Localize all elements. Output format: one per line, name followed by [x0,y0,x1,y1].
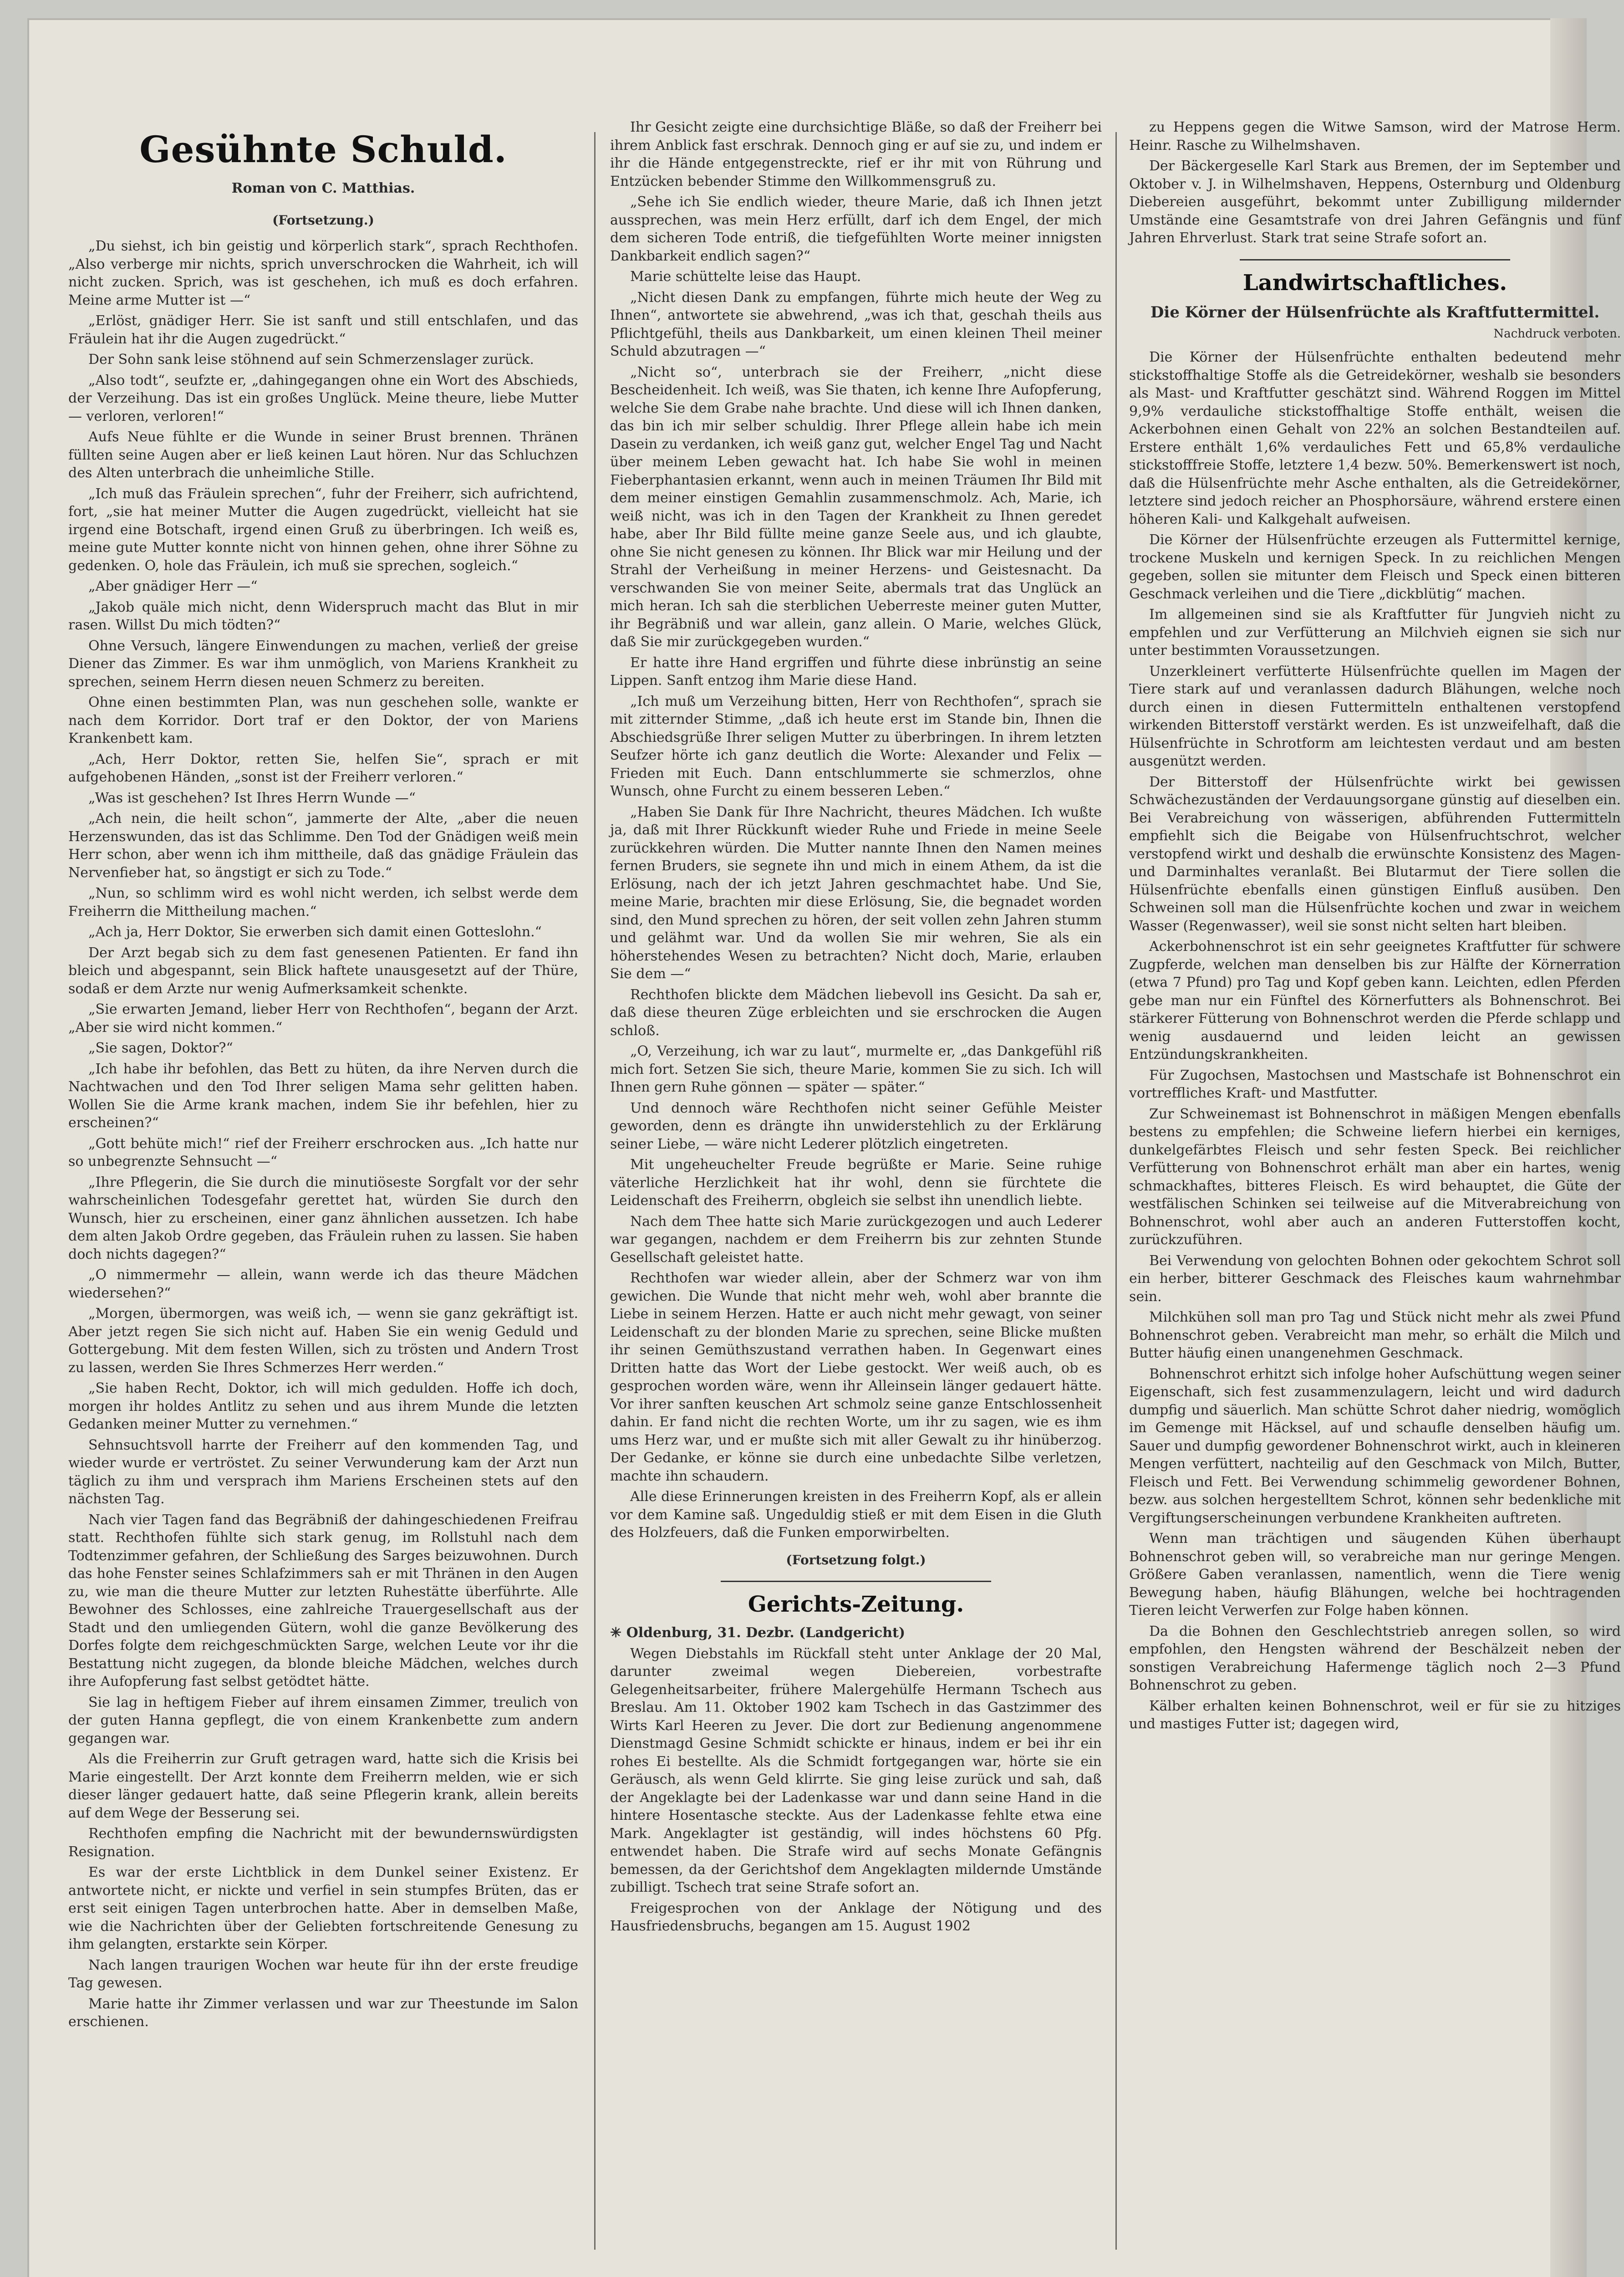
novel-byline: Roman von C. Matthias. [231,180,415,196]
paragraph: „Ach nein, die heilt schon“, jammerte der Alte, „aber die neuen Herzenswunden, das ist das Schlimme. Den Tod der Gnädigen weiß mein Herr schon, aber wenn ich ihm mittheile, daß das gnädige Fräulein das Nervenfieber hat, so ängstigt er sich zu Tode.“ [68,811,578,881]
paragraph: Ihr Gesicht zeigte eine durchsichtige Bläße, so daß der Freiherr bei ihrem Anblick fast erschrak. Dennoch ging er auf sie zu, und indem er ihr die Hände entgegenstreckte, rief er ihr mit von Rührung und Entzücken bebender Stimme den Willkommensgruß zu. [610,119,1102,189]
court-paragraph: Der Bäckergeselle Karl Stark aus Bremen, der im September und Oktober v. J. in Wilhelmshaven, Heppens, Osternburg und Oldenburg Diebereien ausgeführt, bekommt unter Zubilligung mildernder Umstände eine Gesamtstrafe von drei Jahren Gefängnis und fünf Jahren Ehrverlust. Stark trat seine Strafe sofort an. [1129,158,1621,246]
paragraph: „Aber gnädiger Herr —“ [88,578,258,594]
paragraph: „Nun, so schlimm wird es wohl nicht werden, ich selbst werde dem Freiherrn die Mittheilung machen.“ [68,885,578,919]
paragraph: Der Arzt begab sich zu dem fast genesenen Patienten. Er fand ihn bleich und abgespannt, sein Blick haftete unausgesetzt auf der Thüre, sodaß er dem Arzte nur wenig Aufmerksamkeit schenkte. [68,944,578,997]
paragraph: Es war der erste Lichtblick in dem Dunkel seiner Existenz. Er antwortete nicht, er nickte und verfiel in sein stumpfes Brüten, das er erst seit einigen Tagen unterbrochen hatte. Aber in demselben Maße, wie die Nachrichten über der Geliebten fortschreitende Genesung zu ihm gelangten, erstarkte sein Körper. [68,1864,578,1952]
paragraph: Und dennoch wäre Rechthofen nicht seiner Gefühle Meister geworden, denn es drängte ihn unwiderstehlich zu der Erklärung seiner Liebe, — wäre nicht Lederer plötzlich eingetreten. [610,1100,1102,1152]
paragraph: „Also todt“, seufzte er, „dahingegangen ohne ein Wort des Abschieds, der Verzeihung. Das ist ein großes Unglück. Meine theure, liebe Mutter — verloren, verloren!“ [68,372,578,424]
paragraph: „Haben Sie Dank für Ihre Nachricht, theures Mädchen. Ich wußte ja, daß mit Ihrer Rückkunft wieder Ruhe und Friede in meine Seele zurückkehren würden. Die Mutter nannte Ihnen den Namen meines fernen Bruders, sie segnete ihn und mich in einem Athem, da ist die Erlösung, nach der ich jetzt Jahren geschmachtet habe. Und Sie, meine Marie, brachten mir diese Erlösung, Sie, die begnadet worden sind, den Mund sprechen zu hören, der seit vollen zehn Jahren stumm und gelähmt war. Und da wollen Sie mir wehren, Sie als ein höherstehendes Wesen zu betrachten? Nicht doch, Marie, erlauben Sie dem —“ [610,804,1102,982]
agri-text [1129,348,1621,1733]
paragraph: Nach dem Thee hatte sich Marie zurückgezogen und auch Lederer war gegangen, nachdem er dem Freiherrn bis zur zehnten Stunde Gesellschaft geleistet hatte. [610,1213,1102,1266]
paragraph: Rechthofen empfing die Nachricht mit der bewundernswürdigsten Resignation. [68,1826,578,1860]
agri-paragraph: Im allgemeinen sind sie als Kraftfutter für Jungvieh nicht zu empfehlen und zur Verfütterung an Milchvieh eignen sie sich nur unter bestimmten Voraussetzungen. [1129,607,1621,659]
paragraph: „Ich muß das Fräulein sprechen“, fuhr der Freiherr, sich aufrichtend, fort, „sie hat meiner Mutter die Augen zugedrückt, vielleicht hat sie irgend eine Botschaft, irgend einen Gruß zu überbringen. Ich weiß es, meine gute Mutter konnte nicht von hinnen gehen, ohne ihrer Söhne zu gedenken. O, hole das Fräulein, ich muß sie sprechen, sogleich.“ [68,485,578,574]
court-paragraph: Wegen Diebstahls im Rückfall steht unter Anklage der 20 Mal, darunter zweimal wegen Diebereien, vorbestrafte Gelegenheitsarbeiter, frühere Malergehülfe Hermann Tschech aus Breslau. Am 11. Oktober 1902 kam Tschech in das Gastzimmer des Wirts Karl Heeren zu Jever. Die dort zur Bedienung angenommene Dienstmagd Gesine Schmidt schickte er hinaus, indem er bei ihr ein rohes Ei bestellte. Als die Schmidt fortgegangen war, hörte sie ein Geräusch, als wenn Geld klirrte. Sie ging leise zurück und sah, daß der Angeklagte bei der Ladenkasse war und dann seine Hand in die hintere Hosentasche steckte. Aus der Ladenkasse fehlte etwa eine Mark. Angeklagter ist geständig, will indes höchstens 60 Pfg. entwendet haben. Die Strafe wird auf sechs Monate Gefängnis bemessen, da der Gerichtshof dem Angeklagten mildernde Umstände zubilligt. Tschech trat seine Strafe sofort an. [610,1645,1102,1895]
paragraph: „Sie erwarten Jemand, lieber Herr von Rechthofen“, begann der Arzt. „Aber sie wird nicht kommen.“ [68,1001,578,1036]
paragraph: Er hatte ihre Hand ergriffen und führte diese inbrünstig an seine Lippen. Sanft entzog ihm Marie diese Hand. [610,654,1102,689]
paragraph: „Du siehst, ich bin geistig und körperlich stark“, sprach Rechthofen. „Also verberge mir nichts, sprich unverschrocken die Wahrheit, ich will nicht zucken. Sprich, was ist geschehen, ich muß es doch erfahren. Meine arme Mutter ist —“ [68,238,578,308]
agri-paragraph: Kälber erhalten keinen Bohnenschrot, weil er für sie zu hitziges und mastiges Futter ist; dagegen wird, [1129,1698,1621,1732]
agri-paragraph: Zur Schweinemast ist Bohnenschrot in mäßigen Mengen ebenfalls bestens zu empfehlen; die Schweine liefern hierbei ein kerniges, dunkelgefärbtes Fleisch und sehr festen Speck. Bei reichlicher Verfütterung von Bohnenschrot erhält man aber ein hartes, wenig schmackhaftes, bitteres Fleisch. Es wird behauptet, die Güte der westfälischen Schinken sei teilweise auf die Mitverabreichung von Bohnenschrot, wohl aber auch an anderen Futterstoffen kocht, zurückzuführen. [1129,1106,1621,1248]
column-rule-2 [1115,132,1117,2250]
agri-paragraph: Die Körner der Hülsenfrüchte enthalten bedeutend mehr stickstoffhaltige Stoffe als die Getreidekörner, weshalb sie besonders als Mast- und Kraftfutter geschätzt sind. Während Roggen im Mittel 9,9% verdauliche stickstoffhaltige Stoffe enthält, weisen die Ackerbohnen einen Gehalt von 22% an solchen Bestandteilen auf. Erstere enthält 1,6% verdauliches Fett und 65,8% verdauliche stickstofffreie Stoffe, letztere 1,4 bezw. 50%. Bemerkenswert ist noch, daß die Hülsenfrüchte mehr Asche enthalten, als die Getreidekörner, letztere sind jedoch reicher an Phosphorsäure, während erstere einen höheren Kali- und Kalkgehalt aufweisen. [1129,349,1621,527]
paragraph: Nach vier Tagen fand das Begräbniß der dahingeschiedenen Freifrau statt. Rechthofen fühlte sich stark genug, im Rollstuhl nach dem Todtenzimmer gefahren, der Schließung des Sarges beizuwohnen. Durch das hohe Fenster seines Schlafzimmers sah er mit Thränen in den Augen zu, wie man die theure Mutter zur letzten Ruhestätte überführte. Alle Bewohner des Schlosses, eine zahlreiche Trauergesellschaft aus der Stadt und den umliegenden Gütern, wohl die ganze Bevölkerung des Dorfes folgte dem reichgeschmückten Sarge, welchen Leute vor ihr die Bestattung nicht zugegen, da blonde bleiche Mädchen, welches durch ihre Aufopferung fast selbst getödtet hätte. [68,1511,578,1690]
paragraph: „Jakob quäle mich nicht, denn Widerspruch macht das Blut in mir rasen. Willst Du mich tödten?“ [68,599,578,633]
court-section-title: Gerichts-Zeitung. [748,1592,964,1617]
paragraph: „O nimmermehr — allein, wann werde ich das theure Mädchen wiedersehen?“ [68,1267,578,1301]
agri-paragraph: Ackerbohnenschrot ist ein sehr geeignetes Kraftfutter für schwere Zugpferde, welchen man denselben bis zur Hälfte der Körnerration (etwa 7 Pfund) pro Tag und Kopf geben kann. Leichten, edlen Pferden gebe man nur ein Fünftel des Körnerfutters als Bohnenschrot. Bei stärkerer Fütterung von Bohnenschrot werden die Pferde schlapp und wenig ausdauernd und leiden leicht an gewissen Entzündungskrankheiten. [1129,939,1621,1062]
paragraph: „Gott behüte mich!“ rief der Freiherr erschrocken aus. „Ich hatte nur so unbegrenzte Sehnsucht —“ [68,1135,578,1169]
court-paragraph: zu Heppens gegen die Witwe Samson, wird der Matrose Herm. Heinr. Rasche zu Wilhelmshaven. [1129,119,1621,153]
paragraph: „Erlöst, gnädiger Herr. Sie ist sanft und still entschlafen, und das Fräulein hat ihr die Augen zugedrückt.“ [68,313,578,347]
paragraph: „Ich muß um Verzeihung bitten, Herr von Rechthofen“, sprach sie mit zitternder Stimme, „daß ich heute erst im Stande bin, Ihnen die Abschiedsgrüße Ihrer seligen Mutter zu überbringen. In ihrem letzten Seufzer hörte ich ganz deutlich die Worte: Alexander und Felix — Frieden mit Euch. Dann entschlummerte sie schmerzlos, ohne Wunsch, ohne Furcht zu einem besseren Leben.“ [610,693,1102,799]
paragraph: Ohne einen bestimmten Plan, was nun geschehen solle, wankte er nach dem Korridor. Dort traf er den Doktor, der von Mariens Krankenbett kam. [68,694,578,746]
newspaper-page [27,18,1621,2277]
paragraph: Der Sohn sank leise stöhnend auf sein Schmerzenslager zurück. [88,352,534,368]
paragraph: Nach langen traurigen Wochen war heute für ihn der erste freudige Tag gewesen. [68,1957,578,1991]
agri-paragraph: Die Körner der Hülsenfrüchte erzeugen als Futtermittel kernige, trockene Muskeln und kernigen Speck. In zu reichlichen Mengen gegeben, sollen sie mitunter dem Fleisch und Speck einen bitteren Geschmack verleihen und die Tiere „dickblütig“ machen. [1129,532,1621,602]
court-report-text [610,1645,1102,1935]
novel-headline: Gesühnte Schuld. [139,128,507,171]
paragraph: „Ach, Herr Doktor, retten Sie, helfen Sie“, sprach er mit aufgehobenen Händen, „sonst ist der Freiherr verloren.“ [68,751,578,785]
paragraph: „Nicht so“, unterbrach sie der Freiherr, „nicht diese Bescheidenheit. Ich weiß, was Sie thaten, ich kenne Ihre Aufopferung, welche Sie dem Grabe nahe brachte. Und diese will ich Ihnen danken, das bin ich mir selber schuldig. Ihrer Pflege allein habe ich mein Dasein zu verdanken, ich weiß ganz gut, welcher Engel Tag und Nacht über meinem Leben gewacht hat. Ich habe Sie wohl in meinen Fieberphantasien erkannt, wenn auch in meinen Träumen Ihr Bild mit dem meiner einstigen Gemahlin zusammenschmolz. Ach, Marie, ich weiß nicht, was ich in den Tagen der Krankheit zu Ihnen geredet habe, aber Ihr Bild füllte meine ganze Seele aus, und ich glaubte, ohne Sie nicht genesen zu können. Ihr Blick war mir Heilung und der Strahl der Verheißung in meiner Herzens- und Geistesnacht. Da verschwanden Sie von meiner Seite, abermals trat das Unglück an mich heran. Ich sah die sterblichen Ueberreste meiner guten Mutter, ihr Begräbniß und war allein, ganz allein. O Marie, welches Glück, daß Sie mir zurückgegeben wurden.“ [610,364,1102,650]
paragraph: Mit ungeheuchelter Freude begrüßte er Marie. Seine ruhige väterliche Herzlichkeit hat ihr wohl, denn sie fürchtete die Leidenschaft des Freiherrn, obgleich sie selbst ihn unendlich liebte. [610,1157,1102,1209]
agri-paragraph: Für Zugochsen, Mastochsen und Mastschafe ist Bohnenschrot ein vortreffliches Kraft- und Mastfutter. [1129,1067,1621,1101]
agri-paragraph: Bohnenschrot erhitzt sich infolge hoher Aufschüttung wegen seiner Eigenschaft, sich fest zusammenzulagern, leicht und wird dadurch dumpfig und säuerlich. Man schütte Schrot daher niedrig, womöglich im Gemenge mit Häcksel, auf und schaufle denselben häufig um. Sauer und dumpfig gewordener Bohnenschrot wirkt, auch in kleineren Mengen verfüttert, nachteilig auf den Geschmack von Milch, Butter, Fleisch und Fett. Bei Verwendung schimmelig gewordener Bohnen, bezw. aus solchen hergestelltem Schrot, können sehr bedenkliche mit Vergiftungserscheinungen verbundene Krankheiten auftreten. [1129,1366,1621,1526]
section-rule [721,1581,991,1582]
paragraph: „Was ist geschehen? Ist Ihres Herrn Wunde —“ [88,790,416,806]
column-rule-1 [594,132,596,2250]
column-2 [610,118,1102,2277]
paragraph: „Sehe ich Sie endlich wieder, theure Marie, daß ich Ihnen jetzt aussprechen, was mein Herz erfüllt, darf ich dem Engel, der mich dem sicheren Tode entriß, die tiefgefühlten Worte meiner innigsten Dankbarkeit endlich sagen?“ [610,194,1102,264]
novel-text-continued [610,118,1102,1542]
court-report-end [1129,118,1621,247]
paragraph: „O, Verzeihung, ich war zu laut“, murmelte er, „das Dankgefühl riß mich fort. Setzen Sie sich, theure Marie, kommen Sie zu sich. Ich will Ihnen gern Ruhe gönnen — später — später.“ [610,1043,1102,1095]
column-3 [1129,118,1621,2277]
reprint-note: Nachdruck verboten. [1493,327,1621,341]
section-rule [1240,259,1510,260]
continuation-note: (Fortsetzung.) [272,212,374,228]
court-dateline: Oldenburg, 31. Dezbr. (Landgericht) [626,1625,906,1641]
paragraph: Alle diese Erinnerungen kreisten in des Freiherrn Kopf, als er allein vor dem Kamine saß. Ungeduldig stieß er mit dem Eisen in die Gluth des Holzfeuers, daß die Funken emporwirbelten. [610,1489,1102,1541]
paragraph: „Ihre Pflegerin, die Sie durch die minutiöseste Sorgfalt vor der sehr wahrscheinlichen Todesgefahr gerettet hat, würden Sie durch den Wunsch, hier zu erscheinen, einer ganz ähnlichen aussetzen. Ich habe dem alten Jakob Ordre gegeben, das Fräulein ruhen zu lassen. Sie haben doch nichts dagegen?“ [68,1174,578,1262]
agri-paragraph: Milchkühen soll man pro Tag und Stück nicht mehr als zwei Pfund Bohnenschrot geben. Verabreicht man mehr, so erhält die Milch und Butter häufig einen unangenehmen Geschmack. [1129,1309,1621,1361]
court-report-lead: ✳ Oldenburg, 31. Dezbr. (Landgericht) [610,1625,906,1641]
column-1 [68,118,578,2277]
agri-paragraph: Bei Verwendung von gelochten Bohnen oder gekochtem Schrot soll ein herber, bitterer Geschmack des Fleisches kaum wahrnehmbar sein. [1129,1252,1621,1305]
paragraph: Marie schüttelte leise das Haupt. [630,269,861,285]
paragraph: Als die Freiherrin zur Gruft getragen ward, hatte sich die Krisis bei Marie eingestellt. Der Arzt konnte dem Freiherrn melden, wie er sich dieser länger gedauert hatte, daß seine Pflegerin krank, allein bereits auf dem Wege der Besserung sei. [68,1751,578,1821]
court-paragraph: Freigesprochen von der Anklage der Nötigung und des Hausfriedensbruchs, begangen am 15. August 1902 [610,1900,1102,1934]
paragraph: Rechthofen war wieder allein, aber der Schmerz war von ihm gewichen. Die Wunde that nicht mehr weh, wohl aber brannte die Liebe in seinem Herzen. Hatte er auch nicht mehr gewagt, von seiner Leidenschaft zu der blonden Marie zu sprechen, seine Blicke mußten ihr seinen Gemüthszustand verrathen haben. In Gegenwart eines Dritten hatte das Wort der Liebe gestockt. Wer weiß auch, ob es gesprochen worden wäre, wenn ihr Alleinsein länger gedauert hätte. Vor ihrer sanften keuschen Art schmolz seine ganze Entschlossenheit dahin. Er fand nicht die rechten Worte, um ihr zu sagen, wie es ihm ums Herz war, und er mußte sich mit aller Gewalt zu ihr hinüberzog. Der Gedanke, er könne sie durch eine unbedachte Silbe verletzen, machte ihn schaudern. [610,1270,1102,1484]
agri-paragraph: Wenn man trächtigen und säugenden Kühen überhaupt Bohnenschrot geben will, so verabreiche man nur geringe Mengen. Größere Gaben veranlassen, namentlich, wenn die Tiere wenig Bewegung haben, häufig Blähungen, welche bei hochtragenden Tieren leicht Verwerfen zur Folge haben können. [1129,1531,1621,1618]
paragraph: Ohne Versuch, längere Einwendungen zu machen, verließ der greise Diener das Zimmer. Es war ihm unmöglich, von Mariens Krankheit zu sprechen, seinem Herrn diesen neuen Schmerz zu bereiten. [68,638,578,690]
paragraph: Sehnsuchtsvoll harrte der Freiherr auf den kommenden Tag, und wieder wurde er vertröstet. Zu seiner Verwunderung kam der Arzt nun täglich zu ihm und versprach ihm Mariens Erscheinen stets auf den nächsten Tag. [68,1437,578,1507]
agri-paragraph: Unzerkleinert verfütterte Hülsenfrüchte quellen im Magen der Tiere stark auf und veranlassen dadurch Blähungen, welche noch durch einen in diesen Futtermitteln enthaltenen verstopfend wirkenden Bitterstoff verstärkt werden. Es ist unzweifelhaft, daß die Hülsenfrüchte in Schrotform am leichtesten verdaut und am besten ausgenützt werden. [1129,663,1621,769]
paragraph: „Ich habe ihr befohlen, das Bett zu hüten, da ihre Nerven durch die Nachtwachen und den Tod Ihrer seligen Mama sehr gelitten haben. Wollen Sie die Arme krank machen, indem Sie ihr befehlen, hier zu erscheinen?“ [68,1061,578,1131]
agri-section-title: Landwirtschaftliches. [1242,270,1507,296]
paragraph: „Morgen, übermorgen, was weiß ich, — wenn sie ganz gekräftigt ist. Aber jetzt regen Sie sich nicht auf. Haben Sie ein wenig Geduld und Gottergebung. Mit dem festen Willen, sich zu trösten und Andern Trost zu lassen, werden Sie Ihres Schmerzes Herr werden.“ [68,1306,578,1376]
paragraph: „Sie sagen, Doktor?“ [88,1040,233,1056]
paragraph: Marie hatte ihr Zimmer verlassen und war zur Theestunde im Salon erschienen. [68,1996,578,2030]
agri-subhead: Die Körner der Hülsenfrüchte als Kraftfuttermittel. [1150,303,1600,322]
novel-text [68,237,578,2031]
paragraph: „Nicht diesen Dank zu empfangen, führte mich heute der Weg zu Ihnen“, antwortete sie abwehrend, „was ich that, geschah theils aus Pflichtgefühl, theils aus Dankbarkeit, um einen kleinen Theil meiner Schuld abzutragen —“ [610,289,1102,359]
paragraph: Sie lag in heftigem Fieber auf ihrem einsamen Zimmer, treulich von der guten Hanna gepflegt, die von einem Krankenbette zum andern gegangen war. [68,1694,578,1746]
paragraph: Aufs Neue fühlte er die Wunde in seiner Brust brennen. Thränen füllten seine Augen aber er ließ keinen Laut hören. Nur das Schluchzen des Alten unterbrach die unheimliche Stille. [68,429,578,481]
paragraph: „Sie haben Recht, Doktor, ich will mich gedulden. Hoffe ich doch, morgen ihr holdes Antlitz zu sehen und aus ihrem Munde die letzten Gedanken meiner Mutter zu vernehmen.“ [68,1380,578,1432]
paragraph: Rechthofen blickte dem Mädchen liebevoll ins Gesicht. Da sah er, daß diese theuren Züge erbleichten und sie erschrocken die Augen schloß. [610,986,1102,1039]
to-be-continued: (Fortsetzung folgt.) [786,1552,926,1567]
agri-paragraph: Der Bitterstoff der Hülsenfrüchte wirkt bei gewissen Schwächezuständen der Verdauungsorgane günstig auf dieselben ein. Bei Verabreichung von wässerigen, abführenden Futtermitteln empfiehlt sich die Beigabe von Hülsenfruchtschrot, welcher verstopfend wirkt und deshalb die erwünschte Konsistenz des Magen- und Darminhaltes veranlaßt. Bei Blutarmut der Tiere sollen die Hülsenfrüchte ebenfalls einen günstigen Einfluß ausüben. Den Schweinen soll man die Hülsenfrüchte kochen und zwar in weichem Wasser (Regenwasser), weil sie sonst nicht selten hart bleiben. [1129,774,1621,934]
paragraph: „Ach ja, Herr Doktor, Sie erwerben sich damit einen Gotteslohn.“ [88,924,542,940]
agri-paragraph: Da die Bohnen den Geschlechtstrieb anregen sollen, so wird empfohlen, den Hengsten während der Beschälzeit neben der sonstigen Verabreichung Hafermenge täglich noch 2—3 Pfund Bohnenschrot zu geben. [1129,1623,1621,1693]
